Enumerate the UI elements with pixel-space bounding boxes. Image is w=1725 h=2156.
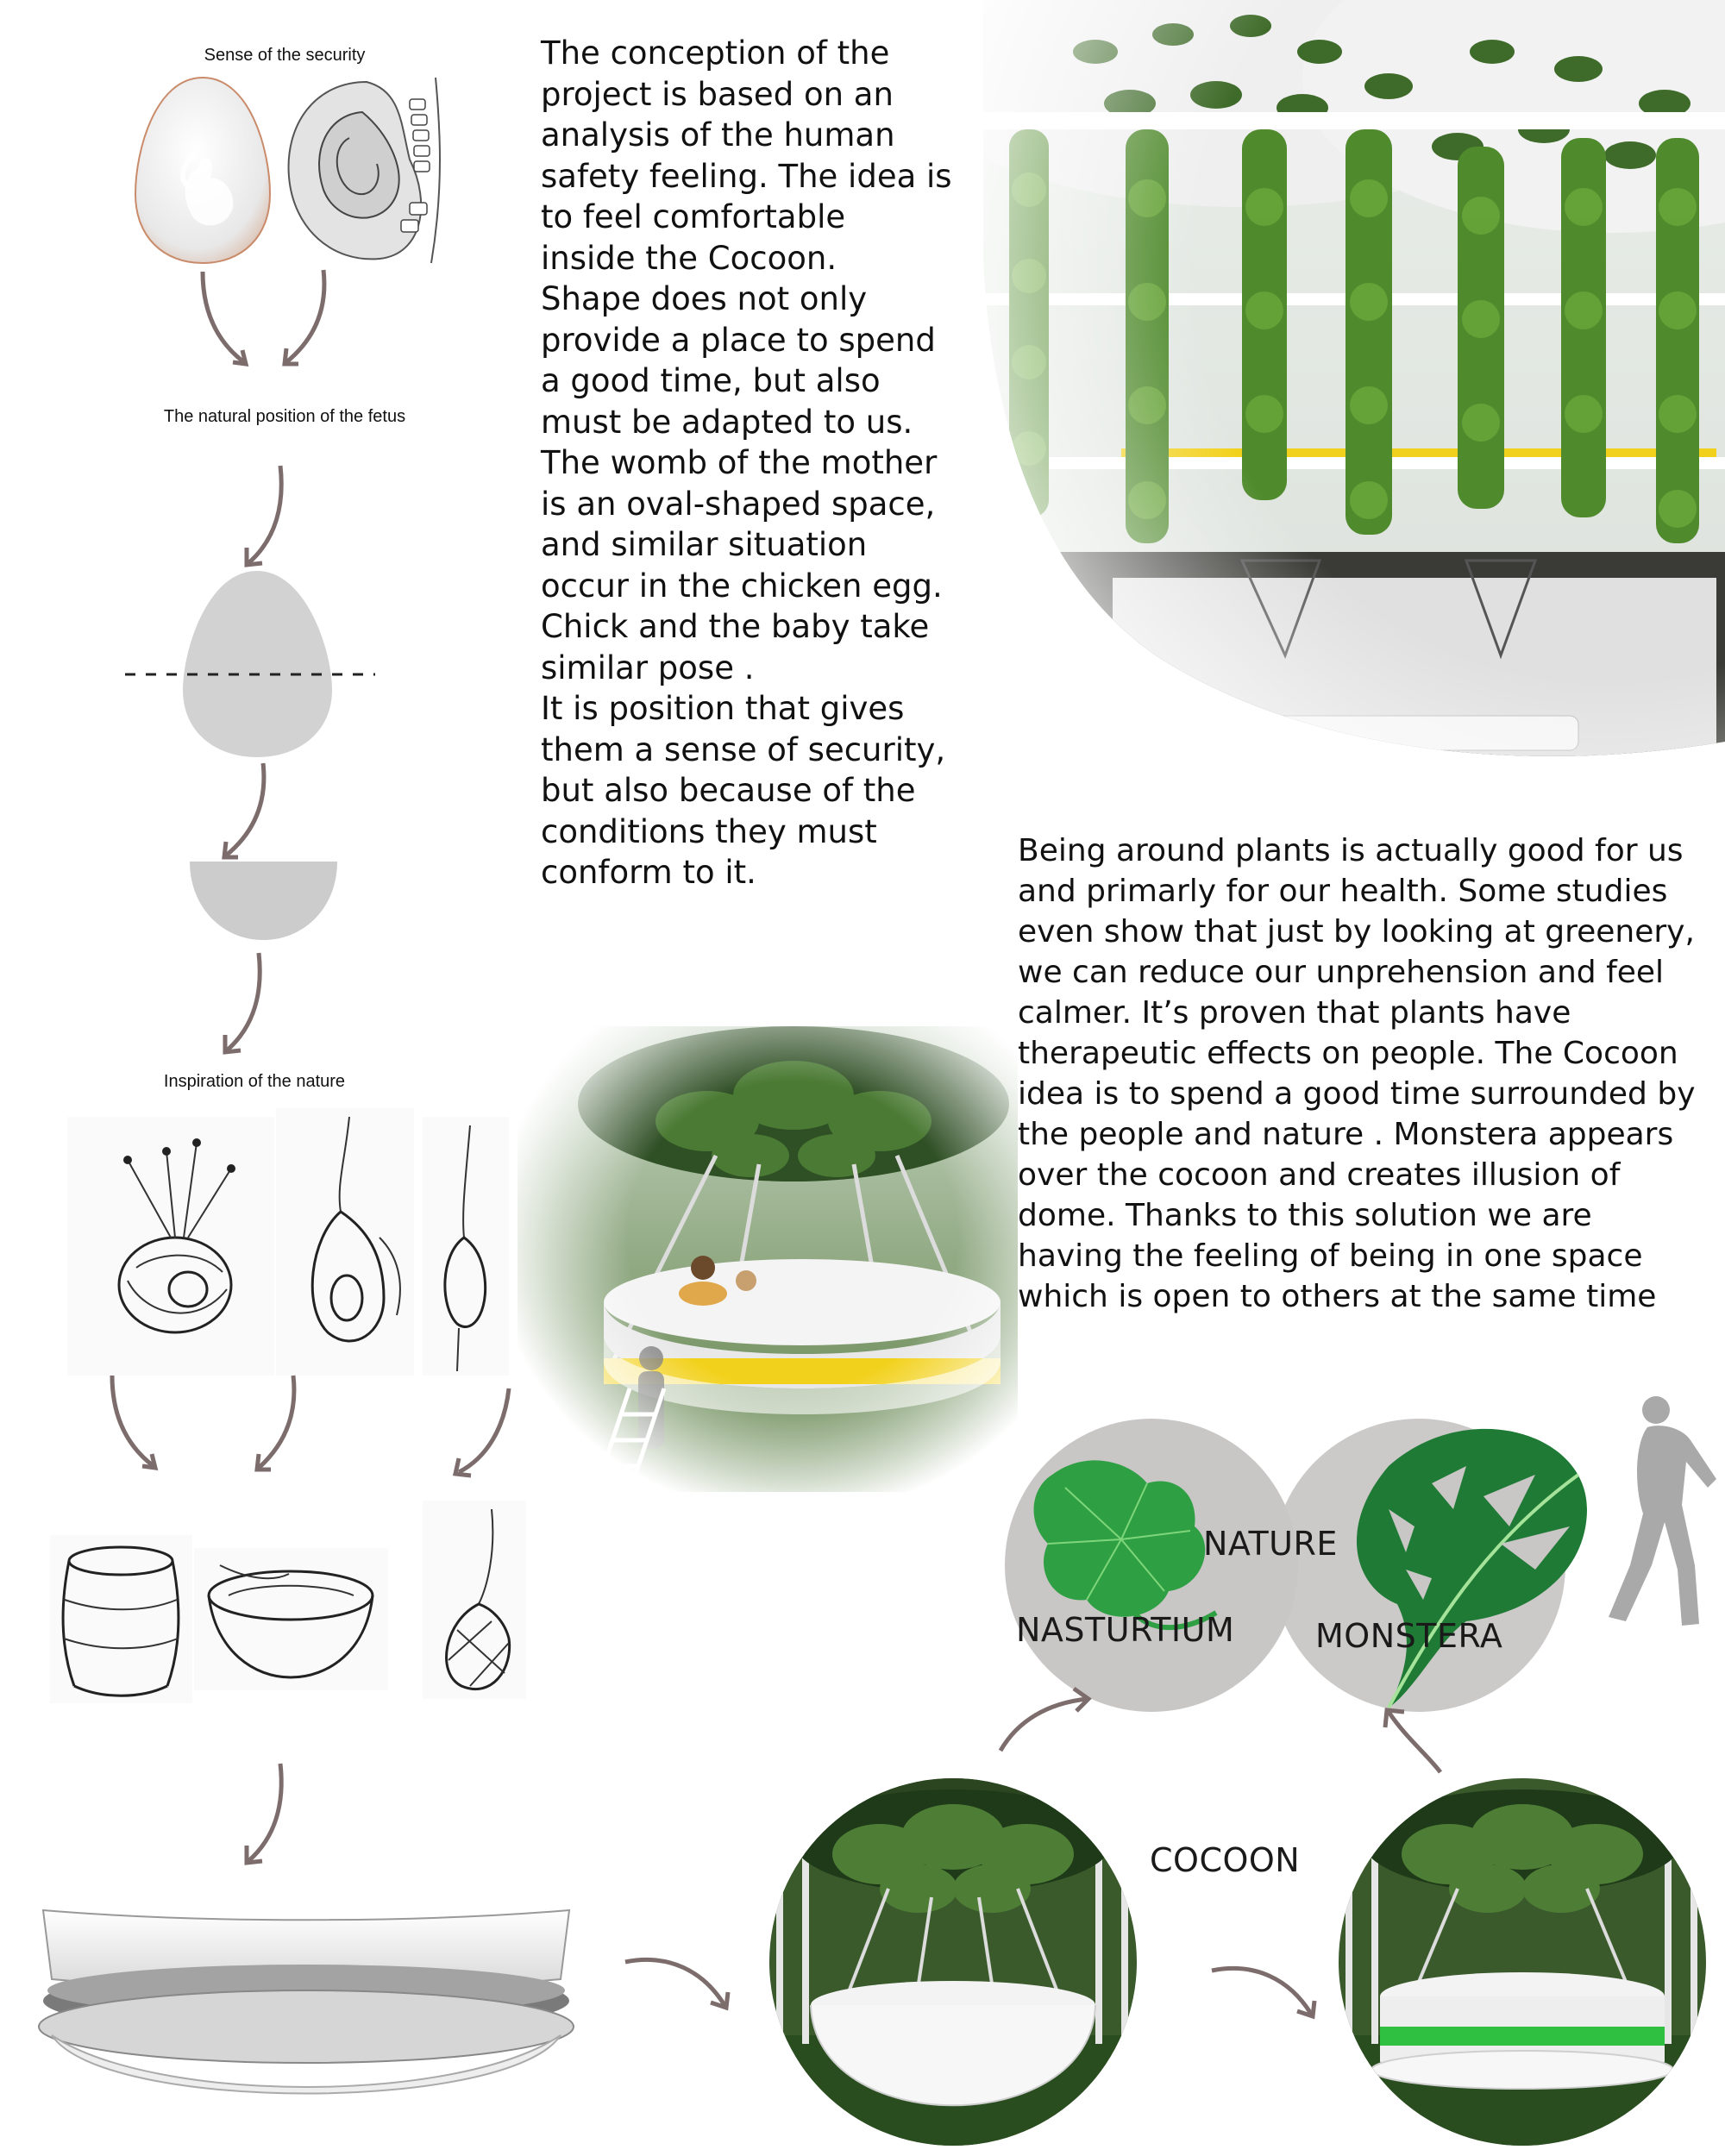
- concept-line: similar pose .: [541, 649, 755, 686]
- concept-line: occur in the chicken egg.: [541, 567, 943, 605]
- plants-paragraph: [1018, 830, 1708, 1317]
- plants-line: which is open to others at the same time: [1018, 1279, 1657, 1314]
- half-sphere-shape: [188, 860, 339, 942]
- curved-arrow-icon: [448, 1384, 518, 1479]
- caption-fetus: The natural position of the fetus: [163, 407, 406, 426]
- cocoon-pod-model: [26, 1897, 586, 2139]
- concept-line: analysis of the human: [541, 116, 895, 154]
- concept-line: provide a place to spend: [541, 321, 936, 359]
- curved-arrow-icon: [276, 266, 336, 369]
- plants-line: Being around plants is actually good for us: [1018, 833, 1684, 868]
- concept-line: and similar situation: [541, 526, 868, 563]
- plants-line: therapeutic effects on people. The Cocoon: [1018, 1036, 1678, 1071]
- curved-arrow-icon: [194, 267, 254, 371]
- sketch-net-bag: [423, 1501, 526, 1699]
- curved-arrow-icon: [1380, 1703, 1449, 1781]
- plants-line: having the feeling of being in one space: [1018, 1238, 1643, 1274]
- curved-arrow-icon: [1208, 1958, 1320, 2027]
- walking-person-icon: [1604, 1393, 1725, 1634]
- sketch-bowl: [194, 1548, 388, 1690]
- concept-line: The womb of the mother: [541, 444, 938, 481]
- plants-line: and primarly for our health. Some studies: [1018, 874, 1668, 909]
- concept-line: conditions they must: [541, 812, 877, 850]
- caption-nature: Inspiration of the nature: [163, 1072, 346, 1091]
- concept-line: safety feeling. The idea is: [541, 157, 952, 195]
- plants-line: even show that just by looking at greenery,: [1018, 914, 1695, 950]
- curved-arrow-icon: [220, 949, 272, 1056]
- sketch-cocoon-hanging: [276, 1108, 414, 1376]
- sketch-barrel: [50, 1535, 192, 1703]
- label-nasturtium: NASTURTIUM: [1016, 1611, 1235, 1649]
- sketch-cocoon-round: [67, 1117, 274, 1376]
- cocoon-ladder-render: [518, 1026, 1018, 1492]
- plants-line: calmer. It’s proven that plants have: [1018, 995, 1571, 1031]
- cocoon-render-green: [1337, 1777, 1708, 2147]
- concept-line: project is based on an: [541, 75, 894, 113]
- concept-line: The conception of the: [541, 34, 890, 72]
- curved-arrow-icon: [621, 1949, 733, 2018]
- curved-arrow-icon: [216, 759, 276, 862]
- concept-line: is an oval-shaped space,: [541, 485, 936, 523]
- concept-line: Chick and the baby take: [541, 608, 930, 645]
- plants-line: dome. Thanks to this solution we are: [1018, 1198, 1592, 1233]
- cocoon-render-white: [768, 1777, 1138, 2147]
- label-monstera: MONSTERA: [1315, 1617, 1503, 1655]
- concept-line: but also because of the: [541, 772, 916, 809]
- concept-line: It is position that gives: [541, 690, 905, 727]
- concept-line: them a sense of security,: [541, 730, 946, 768]
- concept-paragraph: [541, 33, 972, 893]
- womb-fetus-icon: [280, 73, 444, 272]
- concept-line: Shape does not only: [541, 280, 868, 317]
- curved-arrow-icon: [104, 1371, 164, 1475]
- plants-line: over the cocoon and creates illusion of: [1018, 1157, 1621, 1193]
- concept-line: inside the Cocoon.: [541, 239, 837, 277]
- concept-line: conform to it.: [541, 854, 756, 891]
- vertical-garden-render: [957, 0, 1725, 763]
- concept-line: a good time, but also: [541, 362, 881, 399]
- label-nature: NATURE: [1203, 1525, 1338, 1563]
- curved-arrow-icon: [250, 1371, 302, 1475]
- label-cocoon: COCOON: [1150, 1841, 1301, 1879]
- curved-arrow-icon: [242, 461, 293, 569]
- sketch-cocoon-slim: [423, 1117, 509, 1376]
- concept-line: must be adapted to us.: [541, 403, 913, 441]
- caption-security: Sense of the security: [204, 46, 366, 65]
- concept-line: to feel comfortable: [541, 198, 846, 235]
- plants-line: idea is to spend a good time surrounded by: [1018, 1076, 1696, 1112]
- plants-line: the people and nature . Monstera appears: [1018, 1117, 1674, 1152]
- curved-arrow-icon: [992, 1690, 1095, 1759]
- egg-fetus-icon: [134, 73, 272, 267]
- plants-line: we can reduce our unprehension and feel: [1018, 955, 1665, 990]
- curved-arrow-icon: [242, 1759, 293, 1867]
- egg-shape: [121, 569, 380, 759]
